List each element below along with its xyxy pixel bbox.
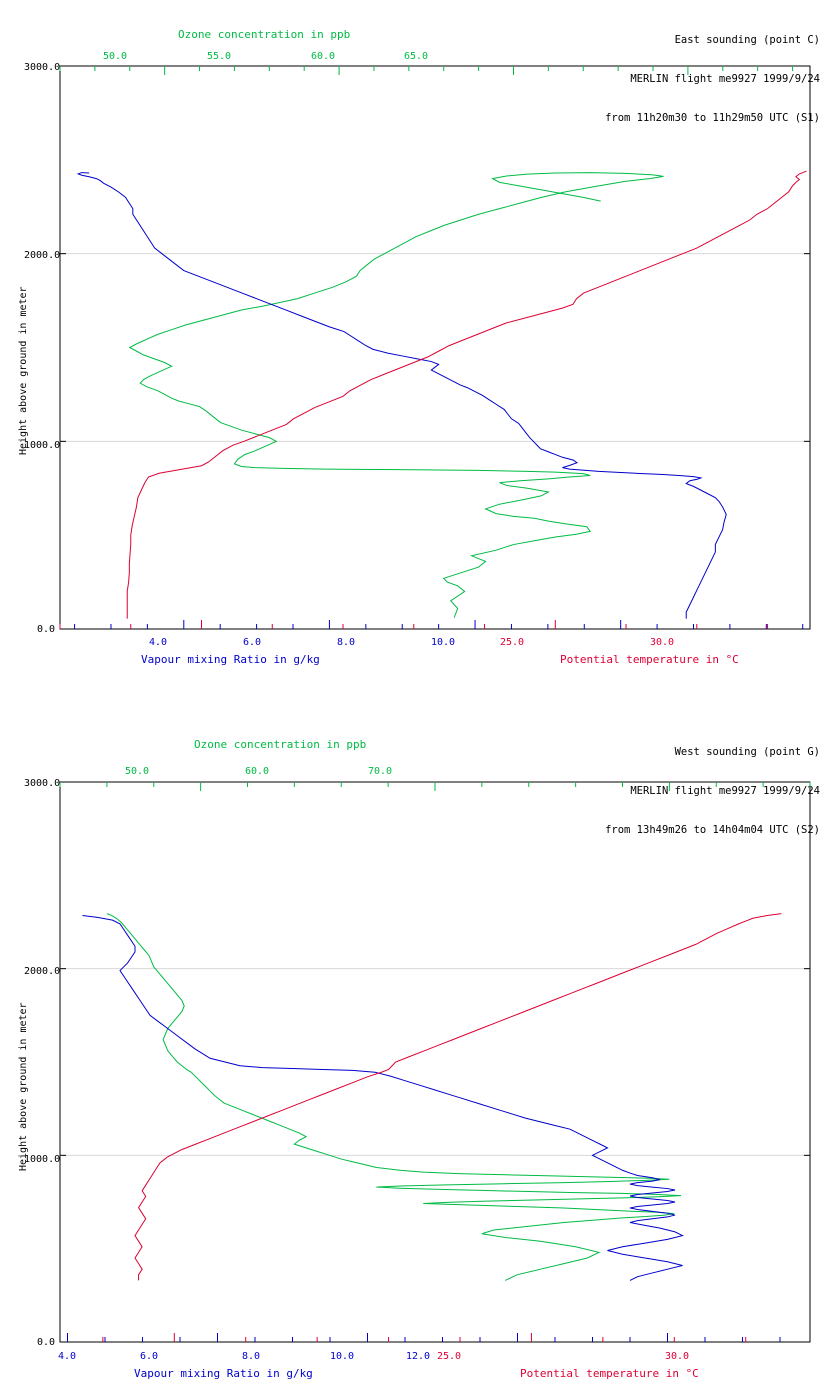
ozone-tick-west-0: 50.0 — [125, 766, 150, 777]
axis-title-ozone-east: Ozone concentration in ppb — [178, 28, 351, 41]
chart-title-west: West sounding (point G) — [674, 746, 820, 758]
y-tick-east-1000: 1000.0 — [24, 440, 61, 451]
axis-title-vapour-east: Vapour mixing Ratio in g/kg — [141, 653, 320, 666]
axis-title-temperature-west: Potential temperature in °C — [520, 1367, 699, 1380]
series-line-vapour — [78, 173, 726, 619]
temp-tick-west-1: 30.0 — [665, 1351, 690, 1362]
axis-title-ozone-west: Ozone concentration in ppb — [194, 738, 367, 751]
series-line-ozone — [130, 173, 664, 618]
chart-subtitle-east: MERLIN flight me9927 1999/9/24 — [630, 73, 820, 85]
panel-west-sounding — [0, 696, 828, 1392]
vapour-tick-west-4: 12.0 — [406, 1351, 431, 1362]
vapour-tick-east-1: 6.0 — [243, 637, 262, 648]
y-tick-east-3000: 3000.0 — [24, 62, 61, 73]
chart-subtitle-west: MERLIN flight me9927 1999/9/24 — [630, 785, 820, 797]
ozone-tick-east-2: 60.0 — [311, 51, 336, 62]
y-tick-west-0: 0.0 — [37, 1337, 56, 1348]
y-tick-east-0: 0.0 — [37, 624, 56, 635]
vapour-tick-east-3: 10.0 — [431, 637, 456, 648]
temp-tick-west-0: 25.0 — [437, 1351, 462, 1362]
vapour-tick-west-3: 10.0 — [330, 1351, 355, 1362]
chart-subtitle2-east: from 11h20m30 to 11h29m50 UTC (S1) — [605, 112, 820, 124]
chart-subtitle2-west: from 13h49m26 to 14h04m04 UTC (S2) — [605, 824, 820, 836]
vapour-tick-east-0: 4.0 — [149, 637, 168, 648]
vapour-tick-west-0: 4.0 — [58, 1351, 77, 1362]
y-axis-title-west: Height above ground in meter — [18, 1002, 29, 1171]
vapour-tick-east-2: 8.0 — [337, 637, 356, 648]
plot-area-west — [0, 696, 828, 1392]
series-line-vapour — [83, 915, 683, 1280]
ozone-tick-east-3: 65.0 — [404, 51, 429, 62]
ozone-tick-west-1: 60.0 — [245, 766, 270, 777]
y-tick-east-2000: 2000.0 — [24, 250, 61, 261]
ozone-tick-east-1: 55.0 — [207, 51, 232, 62]
series-line-temperature — [127, 171, 806, 619]
ozone-tick-east-0: 50.0 — [103, 51, 128, 62]
axis-title-temperature-east: Potential temperature in °C — [560, 653, 739, 666]
chart-title-east: East sounding (point C) — [674, 34, 820, 46]
axis-title-vapour-west: Vapour mixing Ratio in g/kg — [134, 1367, 313, 1380]
vapour-tick-west-1: 6.0 — [140, 1351, 159, 1362]
y-tick-west-2000: 2000.0 — [24, 966, 61, 977]
y-tick-west-3000: 3000.0 — [24, 778, 61, 789]
vapour-tick-west-2: 8.0 — [242, 1351, 261, 1362]
y-axis-title-east: Height above ground in meter — [18, 286, 29, 455]
y-tick-west-1000: 1000.0 — [24, 1154, 61, 1165]
temp-tick-east-0: 25.0 — [500, 637, 525, 648]
ozone-tick-west-2: 70.0 — [368, 766, 393, 777]
temp-tick-east-1: 30.0 — [650, 637, 675, 648]
